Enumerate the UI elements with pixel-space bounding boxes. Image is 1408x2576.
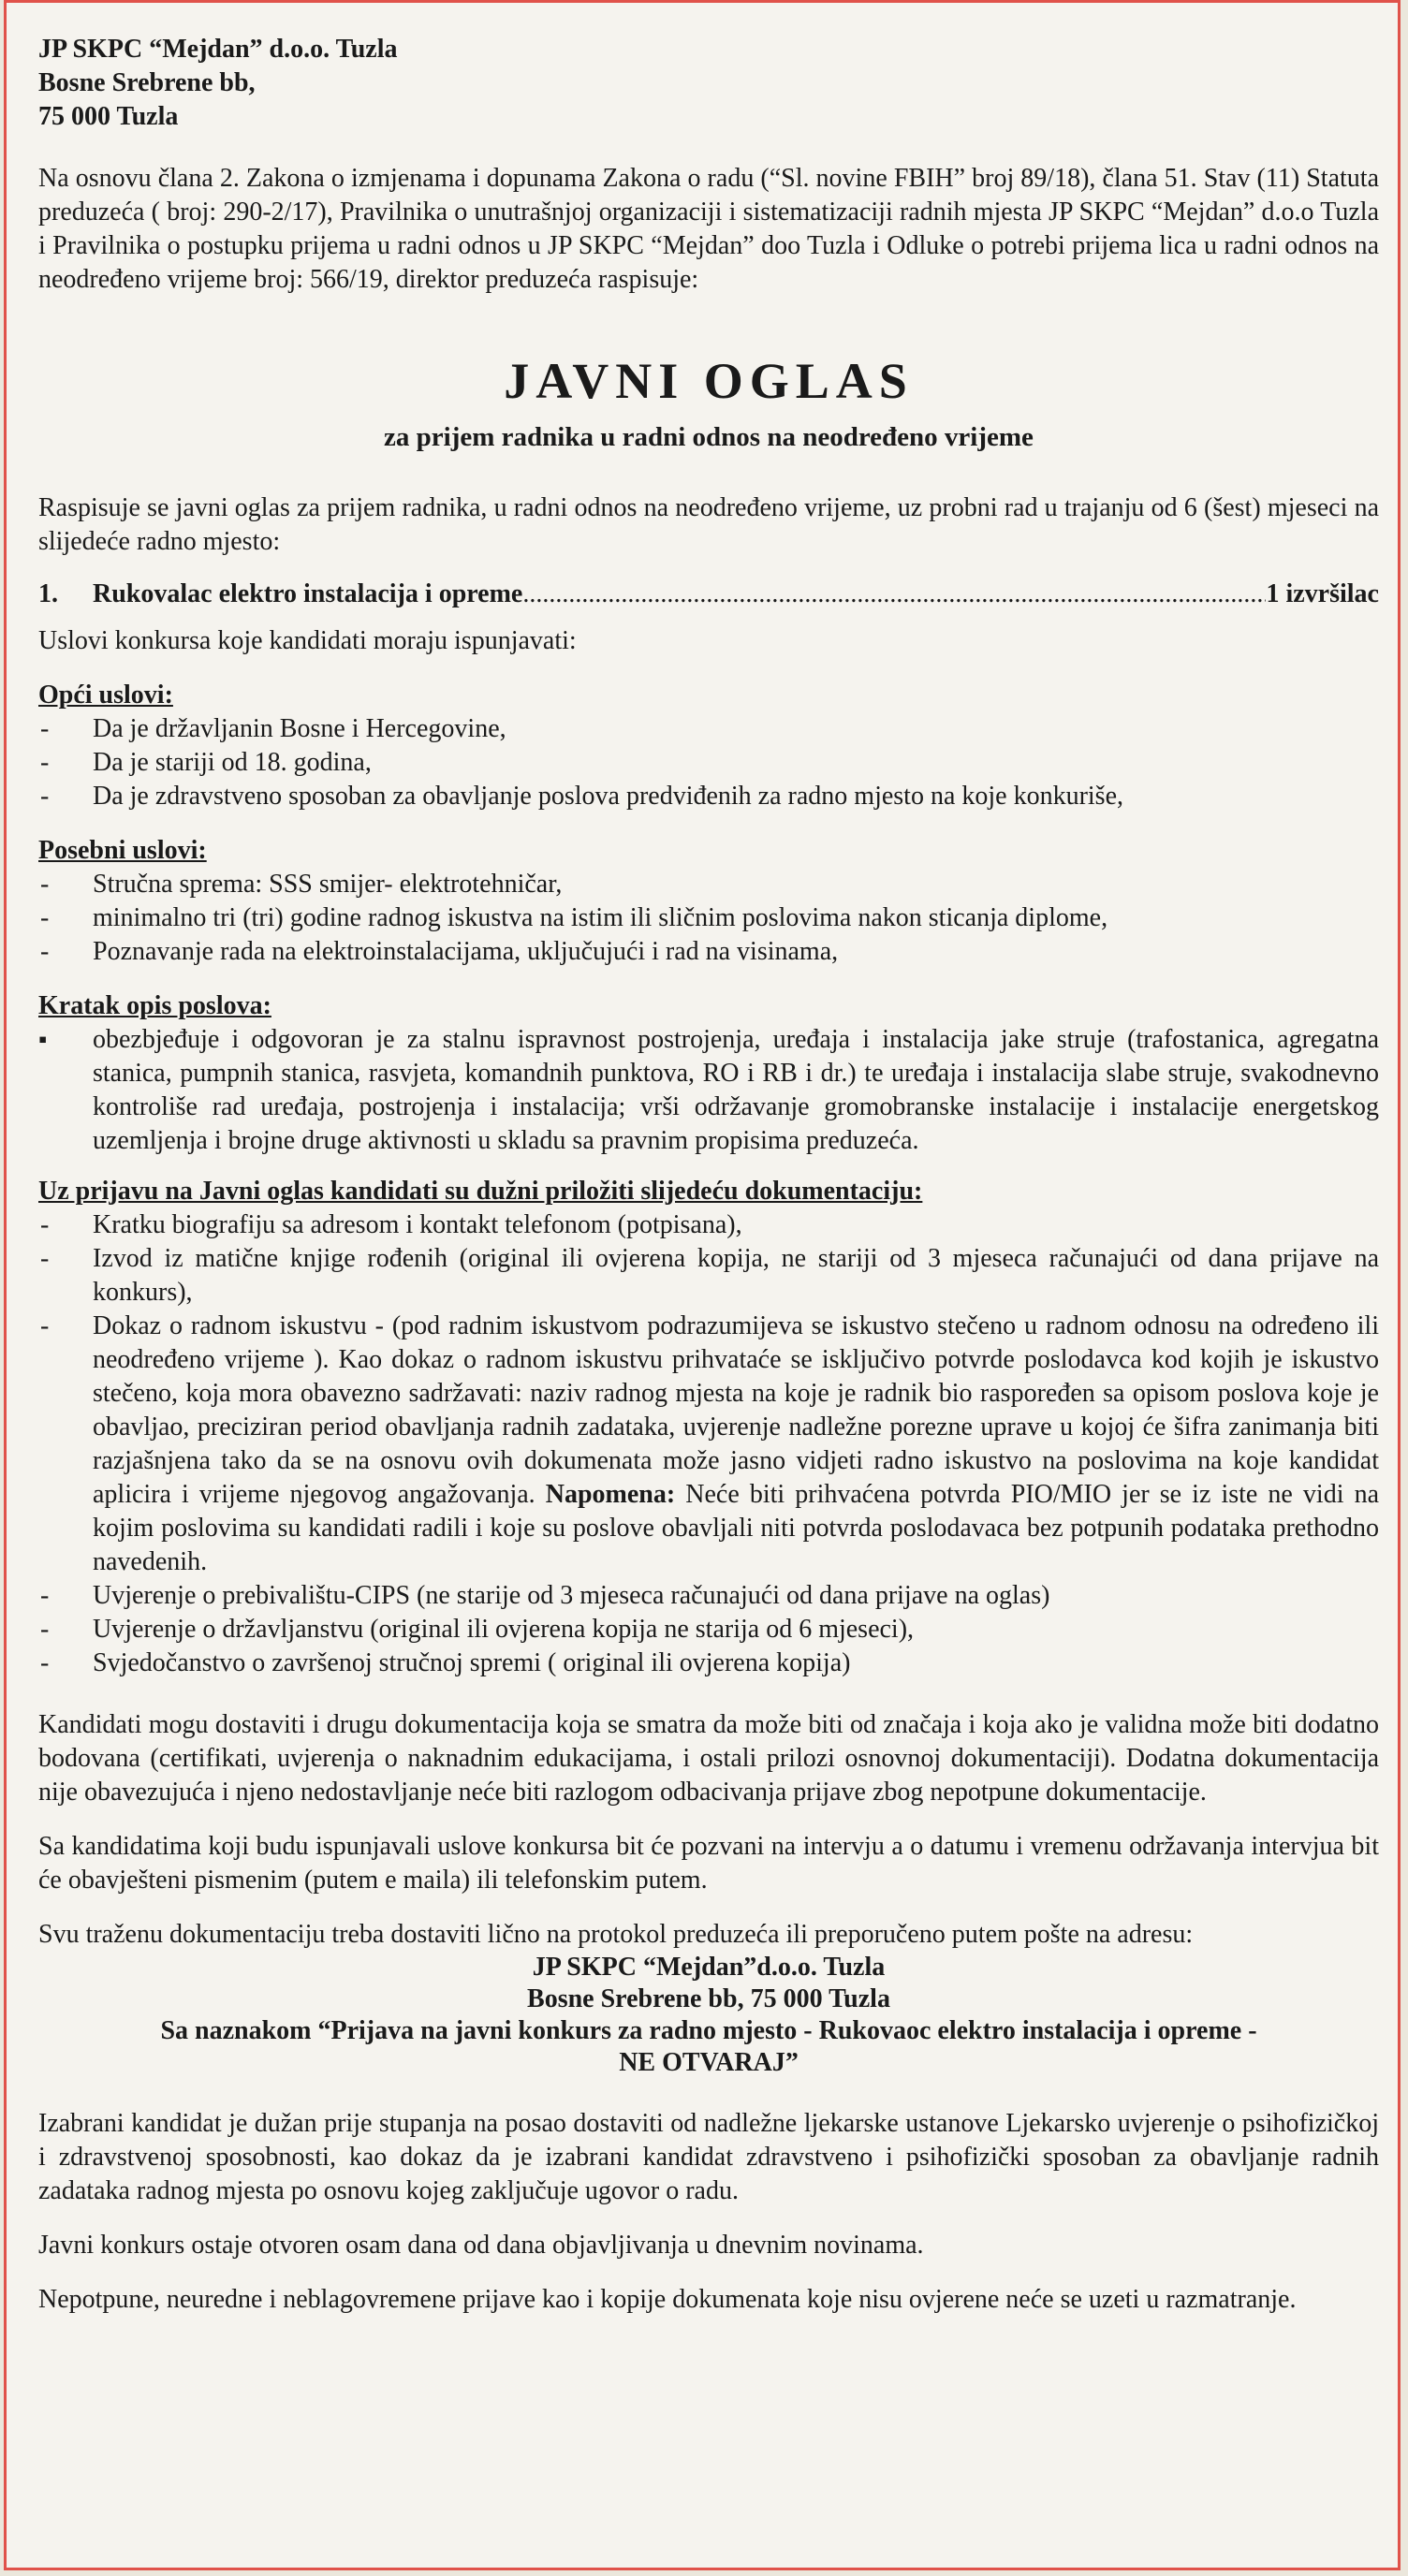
list-item: - Uvjerenje o državljanstvu (original ili ovjerena kopija ne starija od 6 mjeseci), — [38, 1613, 1379, 1647]
special-heading: Posebni uslovi: — [38, 836, 207, 865]
duties-section — [38, 989, 1379, 1158]
experience-proof-text: Dokaz o radnom iskustvu - (pod radnim iskustvom podrazumijeva se iskustvo stečeno u radnom odnosu na određeno ili neodređeno vrijeme ). Kao dokaz o radnom iskustvu prihvataće se isključivo potvrde poslodavca kod kojih je iskustvo stečeno, koja mora obavezno sadržavati: naziv radnog mjesta na koje je radnik bio raspoređen sa opisom poslova koje je obavljao, preciziran period obavljanja radnih zadataka, uvjerenje nadležne porezne uprave u kojoj će šifra zanimanja biti razjašnjena tako da se na osnovu ovih dokumenata može jasno vidjeti radno iskustvo na poslovima na koje kandidat aplicira i vrijeme njegovog angažovanja. — [93, 1311, 1379, 1509]
position-line — [38, 578, 1379, 611]
list-item: - Da je stariji od 18. godina, — [38, 746, 1379, 780]
leader-dots — [522, 578, 1266, 611]
intro-paragraph: Na osnovu člana 2. Zakona o izmjenama i dopunama Zakona o radu (“Sl. novine FBIH” broj 89/18), člana 51. Stav (11) Statuta preduzeća ( broj: 290-2/17), Pravilnika o unutrašnjoj organizaciji i sistematizaciji radnih mjesta JP SKPC “Mejdan” d.o.o Tuzla i Pravilnika o postupku prijema u radni odnos u JP SKPC “Mejdan” doo Tuzla i Odluke o potrebi prijema lica u radni odnos na neodređeno vrijeme broj: 566/19, direktor preduzeća raspisuje: — [38, 164, 1379, 294]
company-name: JP SKPC “Mejdan” d.o.o. Tuzla — [38, 35, 398, 64]
list-item: ▪ obezbjeđuje i odgovoran je za stalnu ispravnost postrojenja, uređaja i instalacija jake struje (trafostanica, agregatna stanica, pumpnih stanica, rasvjeta, komandnih punktova, RO i RB i dr.) te uređaja i instalacija slabe struje, svakodnevno kontroliše rad uređaja, postrojenja i instalacija; vrši održavanje gromobranske instalacije i instalacije energetskog uzemljenja i brojne druge aktivnosti u skladu sa pravnim propisima preduzeća. — [38, 1023, 1379, 1158]
documents-list — [38, 1208, 1379, 1680]
note-text: Neće biti prihvaćena potvrda PIO/MIO jer se iz iste ne vidi na kojim poslovima su kandidati radili i koje su poslove obavljali niti potvrda poslodavaca bez potpunih podataka prethodno navedenih. — [93, 1480, 1379, 1576]
list-item: - Da je državljanin Bosne i Hercegovine, — [38, 712, 1379, 746]
special-conditions — [38, 834, 1379, 969]
ad-subtitle: za prijem radnika u radni odnos na neodređeno vrijeme — [384, 422, 1034, 452]
list-item: - Stručna sprema: SSS smijer- elektrotehničar, — [38, 868, 1379, 901]
submission-mark-line2: NE OTVARAJ” — [619, 2048, 799, 2077]
additional-docs-paragraph: Kandidati mogu dostaviti i drugu dokumentacija koja se smatra da može biti od značaja i koja ako je validna može biti dodatno bodovana (certifikati, uvjerenja o naknadnim edukacijama, i ostali prilozi osnovnoj dokumentaciji). Dodatna dokumentacija nije obavezujuća i njeno nedostavljanje neće biti razlogom odbacivanja prijave zbog nepotpune dokumentacije. — [38, 1710, 1379, 1807]
announcement-paragraph: Raspisuje se javni oglas za prijem radnika, u radni odnos na neodređeno vrijeme, uz probni rad u trajanju od 6 (šest) mjeseci na slijedeće radno mjesto: — [38, 493, 1379, 556]
list-item: - Da je zdravstveno sposoban za obavljanje poslova predviđenih za radno mjesto na koje konkuriše, — [38, 780, 1379, 813]
duties-heading: Kratak opis poslova: — [38, 991, 271, 1020]
open-period-paragraph: Javni konkurs ostaje otvoren osam dana od dana objavljivanja u dnevnim novinama. — [38, 2231, 924, 2260]
conditions-intro: Uslovi konkursa koje kandidati moraju ispunjavati: — [38, 626, 577, 655]
list-item: - Izvod iz matične knjige rođenih (original ili ovjerena kopija, ne stariji od 3 mjeseca računajući od dana prijave na konkurs), — [38, 1242, 1379, 1310]
list-item: - Svjedočanstvo o završenoj stručnoj spremi ( original ili ovjerena kopija) — [38, 1647, 1379, 1680]
submission-paragraph: Svu traženu dokumentaciju treba dostaviti lično na protokol preduzeća ili preporučeno putem pošte na adresu: — [38, 1920, 1194, 1949]
company-header — [38, 33, 1379, 134]
special-list — [38, 868, 1379, 969]
list-item — [38, 1310, 1379, 1579]
duties-list — [38, 1023, 1379, 1158]
company-city: 75 000 Tuzla — [38, 102, 179, 131]
position-count: 1 izvršilac — [1266, 579, 1379, 608]
submission-company: JP SKPC “Mejdan”d.o.o. Tuzla — [532, 1953, 886, 1982]
position-name: Rukovalac elektro instalacija i opreme — [93, 579, 523, 608]
submission-mark-line1: Sa naznakom “Prijava na javni konkurs za radno mjesto - Rukovaoc elektro instalacija i opreme - — [160, 2016, 1257, 2045]
general-heading: Opći uslovi: — [38, 681, 173, 710]
list-item: - Uvjerenje o prebivalištu-CIPS (ne starije od 3 mjeseca računajući od dana prijave na oglas) — [38, 1579, 1379, 1613]
ad-title: JAVNI OGLAS — [504, 353, 914, 409]
list-item: - Kratku biografiju sa adresom i kontakt telefonom (potpisana), — [38, 1208, 1379, 1242]
note-label: Napomena: — [545, 1480, 676, 1509]
company-street: Bosne Srebrene bb, — [38, 68, 256, 97]
documents-section — [38, 1175, 1379, 1680]
list-item: - minimalno tri (tri) godine radnog iskustva na istim ili sličnim poslovima nakon sticanja diplome, — [38, 901, 1379, 935]
list-item: - Poznavanje rada na elektroinstalacijama, uključujući i rad na visinama, — [38, 935, 1379, 969]
submission-address: Bosne Srebrene bb, 75 000 Tuzla — [527, 1984, 890, 2013]
submission-address-block — [38, 1952, 1379, 2079]
interview-paragraph: Sa kandidatima koji budu ispunjavali uslove konkursa bit će pozvani na intervju a o datumu i vremenu održavanja intervjua bit će obavješteni pismenim (putem e maila) ili telefonskim putem. — [38, 1832, 1379, 1895]
ad-content — [38, 33, 1379, 2317]
general-conditions — [38, 679, 1379, 813]
newspaper-ad — [4, 0, 1401, 2570]
medical-paragraph: Izabrani kandidat je dužan prije stupanja na posao dostaviti od nadležne ljekarske ustanove Ljekarsko uvjerenje o psihofizičkoj i zdravstvenoj sposobnosti, kao dokaz da je izabrani kandidat zdravstveno i psihofizički sposoban za obavljanje radnih zadataka radnog mjesta po osnovu kojeg zaključuje ugovor o radu. — [38, 2109, 1379, 2205]
general-list — [38, 712, 1379, 813]
incomplete-paragraph: Nepotpune, neuredne i neblagovremene prijave kao i kopije dokumenata koje nisu ovjerene neće se uzeti u razmatranje. — [38, 2285, 1297, 2314]
documents-heading: Uz prijavu na Javni oglas kandidati su dužni priložiti slijedeću dokumentaciju: — [38, 1177, 923, 1206]
position-number: 1. — [38, 579, 58, 608]
